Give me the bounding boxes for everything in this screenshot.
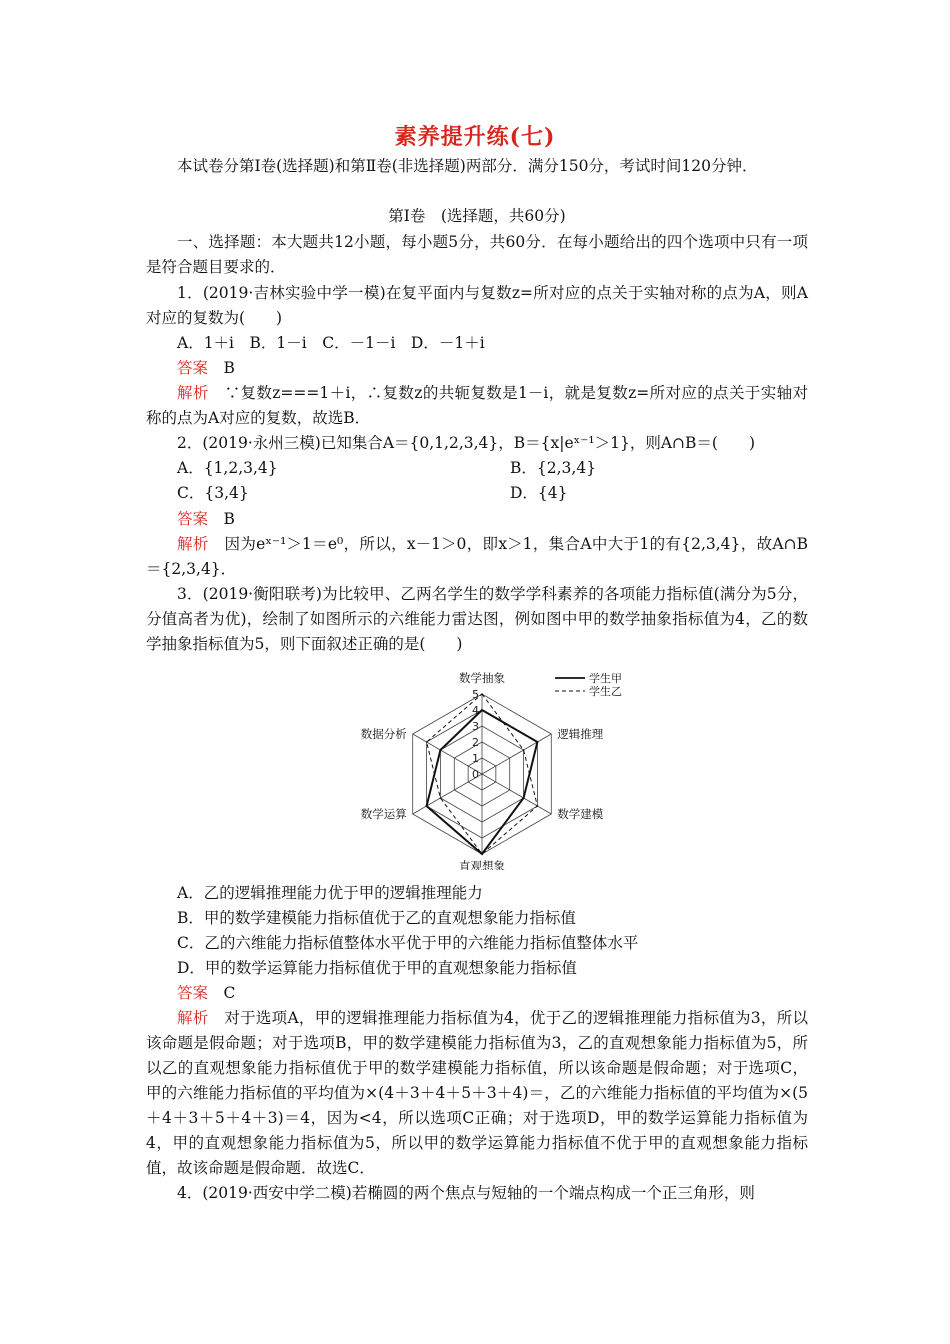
- radar-tick-label: 3: [472, 720, 479, 733]
- radar-tick-label: 2: [472, 736, 479, 749]
- radar-tick-label: 1: [472, 752, 479, 765]
- radar-point: [481, 693, 483, 695]
- analysis-label: 解析: [177, 1009, 209, 1027]
- radar-point: [440, 749, 442, 751]
- question-2-option-d: D．{4}: [510, 484, 568, 502]
- question-2-option-c: C．{3,4}: [177, 484, 249, 502]
- question-3-option-c: C．乙的六维能力指标值整体水平优于甲的六维能力指标值整体水平: [177, 934, 639, 952]
- radar-tick-label: 5: [472, 688, 479, 701]
- question-1-analysis-row: [146, 381, 808, 431]
- radar-tick-label: 0: [472, 768, 479, 781]
- radar-point: [426, 741, 428, 743]
- radar-axis-label: 逻辑推理: [557, 727, 604, 741]
- answer-label: 答案: [177, 984, 209, 1002]
- radar-chart: [360, 666, 630, 870]
- question-3-option-b: B．甲的数学建模能力指标值优于乙的直观想象能力指标值: [177, 909, 576, 927]
- intro-paragraph: 本试卷分第Ⅰ卷(选择题)和第Ⅱ卷(非选择题)两部分．满分150分，考试时间120分钟．: [177, 157, 758, 175]
- question-1-options: A．1＋i B．1－i C．－1－i D．－1＋i: [177, 334, 485, 352]
- radar-point: [523, 797, 525, 799]
- radar-point: [440, 797, 442, 799]
- question-1-answer-row: [177, 356, 235, 381]
- question-4-stem: 4．(2019·西安中学二模)若椭圆的两个焦点与短轴的一个端点构成一个正三角形，则: [177, 1184, 755, 1202]
- radar-point: [481, 709, 483, 711]
- question-3-answer-row: [177, 981, 235, 1006]
- question-2-answer-row: [177, 507, 235, 532]
- question-2-answer: B: [223, 510, 235, 528]
- question-3-analysis: 对于选项A，甲的逻辑推理能力指标值为4，优于乙的逻辑推理能力指标值为3，所以该命题是假命题；对于选项B，甲的数学建模能力指标值为3，乙的直观想象能力指标值为5，所以乙的直观想象能力指标值优于甲的数学建模能力指标值，所以该命题是假命题；对于选项C，甲的六维能力指标值的平均值为×(4＋3＋4＋5＋3＋4)＝，乙的六维能力指标值的平均值为×(5＋4＋3＋5＋4＋3)＝4，因为<4，所以选项C正确；对于选项D，甲的数学运算能力指标值为4，甲的直观想象能力指标值为5，所以甲的数学运算能力指标值不优于甲的直观想象能力指标值，故该命题是假命题．故选C．: [146, 1009, 808, 1177]
- legend-label-1: 学生甲: [589, 672, 622, 685]
- answer-label: 答案: [177, 359, 209, 377]
- radar-axis-label: 数学建模: [557, 807, 604, 821]
- question-1-analysis: ∵复数z===1＋i，∴复数z的共轭复数是1－i，就是复数z=所对应的点关于实轴对称的点为A对应的复数，故选B．: [146, 384, 808, 427]
- question-2-analysis-row: [146, 532, 808, 582]
- radar-point: [537, 741, 539, 743]
- question-2-option-b: B．{2,3,4}: [510, 459, 597, 477]
- radar-legend: [555, 671, 622, 698]
- question-2-option-a: A．{1,2,3,4}: [177, 459, 278, 477]
- page-title: 素养提升练(七): [394, 124, 556, 150]
- radar-tick-label: 4: [472, 704, 479, 717]
- section-heading: 第Ⅰ卷 (选择题，共60分): [388, 207, 566, 225]
- question-3-stem: 3．(2019·衡阳联考)为比较甲、乙两名学生的数学学科素养的各项能力指标值(满分为5分，分值高者为优)，绘制了如图所示的六维能力雷达图，例如图中甲的数学抽象指标值为4，乙的数学抽象指标值为5，则下面叙述正确的是( ): [146, 585, 808, 653]
- question-1-stem: 1．(2019·吉林实验中学一模)在复平面内与复数z=所对应的点关于实轴对称的点为A，则A对应的复数为( ): [146, 284, 808, 327]
- legend-label-2: 学生乙: [589, 685, 622, 698]
- radar-axis-label: 数学抽象: [459, 671, 505, 685]
- question-3-option-d: D．甲的数学运算能力指标值优于甲的直观想象能力指标值: [177, 959, 577, 977]
- part-instructions: 一、选择题：本大题共12小题，每小题5分，共60分．在每小题给出的四个选项中只有一项是符合题目要求的．: [146, 233, 808, 276]
- question-1-answer: B: [223, 359, 235, 377]
- radar-point: [481, 853, 483, 855]
- question-3-answer: C: [223, 984, 236, 1002]
- radar-point: [426, 805, 428, 807]
- question-3-analysis-row: [146, 1006, 808, 1181]
- radar-axis-label: 数学运算: [360, 807, 407, 821]
- answer-label: 答案: [177, 510, 209, 528]
- analysis-label: 解析: [177, 535, 209, 553]
- radar-point: [523, 749, 525, 751]
- radar-ticks: [472, 688, 479, 781]
- analysis-label: 解析: [177, 384, 209, 402]
- radar-axis-label: 数据分析: [360, 727, 407, 741]
- radar-axis-label: 直观想象: [459, 859, 505, 870]
- question-2-stem: 2．(2019·永州三模)已知集合A＝{0,1,2,3,4}，B＝{x|eˣ⁻¹＞1}，则A∩B＝( ): [177, 434, 756, 452]
- question-3-option-a: A．乙的逻辑推理能力优于甲的逻辑推理能力: [177, 884, 483, 902]
- question-2-analysis: 因为eˣ⁻¹＞1＝e⁰，所以，x－1＞0，即x＞1，集合A中大于1的有{2,3,4}，故A∩B＝{2,3,4}．: [146, 535, 808, 578]
- radar-point: [537, 805, 539, 807]
